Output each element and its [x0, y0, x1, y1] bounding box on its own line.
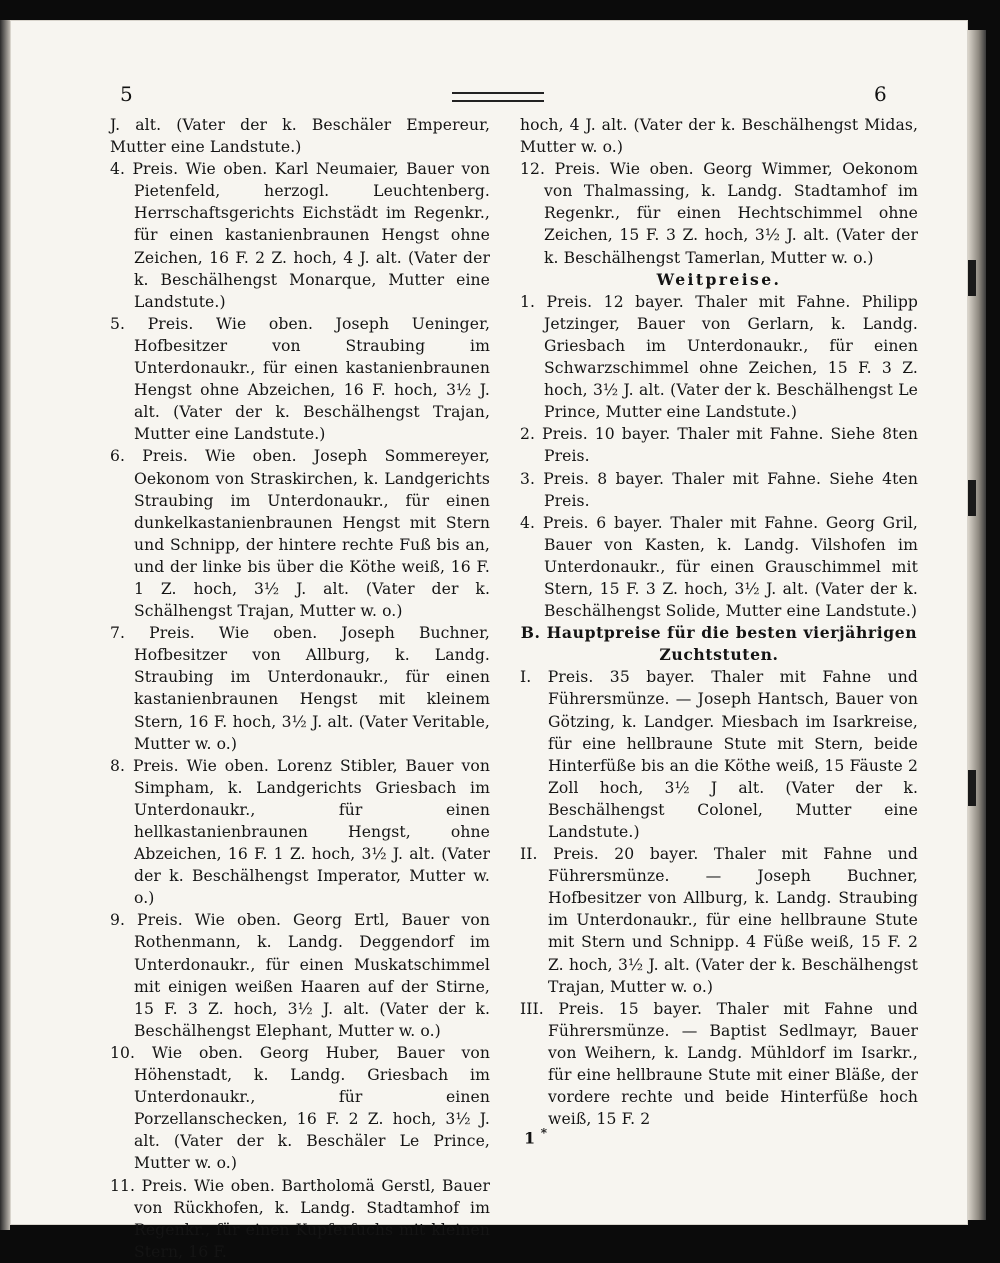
right-paragraph: I. Preis. 35 bayer. Thaler mit Fahne und Führersmünze. — Joseph Hantsch, Bauer von Götzing, k. Landger. Miesbach im Isarkreise, für eine hellbraune Stute mit Stern, beide Hinterfüße bis an die Köthe weiß, 15 Fäuste 2 Zoll hoch, 3½ J alt. (Vater der k. Beschälhengst Colonel, Mutter eine Landstute.) [520, 668, 918, 841]
left-text-column [110, 114, 490, 1263]
right-paragraph: Weitpreise. [656, 269, 782, 289]
right-paragraph: hoch, 4 J. alt. (Vater der k. Beschälhengst Midas, Mutter w. o.) [520, 116, 918, 157]
right-paragraph: 12. Preis. Wie oben. Georg Wimmer, Oekonom von Thalmassing, k. Landg. Stadtamhof im Regenkr., für einen Hechtschimmel ohne Zeichen, 15 F. 3 Z. hoch, 3½ J. alt. (Vater der k. Beschälhengst Tamerlan, Mutter w. o.) [520, 160, 918, 267]
right-paragraph: II. Preis. 20 bayer. Thaler mit Fahne und Führersmünze. — Joseph Buchner, Hofbesitzer von Allburg, k. Landg. Straubing im Unterdonaukr., für eine hellbraune Stute mit Stern und Schnipp. 4 Füße weiß, 15 F. 2 Z. hoch, 3½ J. alt. (Vater der k. Beschälhengst Trajan, Mutter w. o.) [520, 845, 918, 996]
right-page-edge [968, 30, 986, 1220]
right-paragraph: 1. Preis. 12 bayer. Thaler mit Fahne. Philipp Jetzinger, Bauer von Gerlarn, k. Landg. Griesbach im Unterdonaukr., für einen Schwarzschimmel ohne Zeichen, 15 F. 3 Z. hoch, 3½ J. alt. (Vater der k. Beschälhengst Le Prince, Mutter eine Landstute.) [520, 292, 918, 422]
header-rule [452, 92, 544, 102]
signature-mark [524, 1126, 547, 1147]
right-paragraph: III. Preis. 15 bayer. Thaler mit Fahne und Führersmünze. — Baptist Sedlmayr, Bauer von Weihern, k. Landg. Mühldorf im Isarkr., für eine hellbraune Stute mit einer Bläße, der vordere rechte und beide Hinterfüße hoch weiß, 15 F. 2 [520, 999, 918, 1129]
left-paragraph: 9. Preis. Wie oben. Georg Ertl, Bauer von Rothenmann, k. Landg. Deggendorf im Unterdonaukr., für einen Muskatschimmel mit einigen weißen Haaren auf der Stirne, 15 F. 3 Z. hoch, 3½ J. alt. (Vater der k. Beschälhengst Elephant, Mutter w. o.) [110, 911, 490, 1040]
left-paragraph: 4. Preis. Wie oben. Karl Neumaier, Bauer von Pietenfeld, herzogl. Leuchtenberg. Herrschaftsgerichts Eichstädt im Regenkr., für einen kastanienbraunen Hengst ohne Zeichen, 16 F. 2 Z. hoch, 4 J. alt. (Vater der k. Beschälhengst Monarque, Mutter eine Landstute.) [110, 160, 490, 311]
page-number-right: 6 [874, 82, 887, 106]
signature-star: * [540, 1126, 547, 1140]
left-paragraph: 7. Preis. Wie oben. Joseph Buchner, Hofbesitzer von Allburg, k. Landg. Straubing im Unterdonaukr., für einen kastanienbraunen Hengst mit kleinem Stern, 16 F. hoch, 3½ J. alt. (Vater Veritable, Mutter w. o.) [110, 624, 490, 753]
right-text-column [520, 114, 918, 1130]
left-paragraph: 11. Preis. Wie oben. Bartholomä Gerstl, Bauer von Rückhofen, k. Landg. Stadtamhof im Regenkr., für einen Kupferfuchs mit kleinen Stern, 16 F. [110, 1176, 490, 1261]
left-paragraph: 6. Preis. Wie oben. Joseph Sommereyer, Oekonom von Straskirchen, k. Landgerichts Straubing im Unterdonaukr., für einen dunkelkastanienbraunen Hengst mit Stern und Schnipp, der hintere rechte Fuß bis an, und der linke bis über die Köthe weiß, 16 F. 1 Z. hoch, 3½ J. alt. (Vater der k. Schälhengst Trajan, Mutter w. o.) [110, 447, 490, 621]
right-paragraph: 3. Preis. 8 bayer. Thaler mit Fahne. Siehe 4ten Preis. [520, 469, 918, 510]
left-paragraph: 8. Preis. Wie oben. Lorenz Stibler, Bauer von Simpham, k. Landgerichts Griesbach im Unterdonaukr., für einen hellkastanienbraunen Hengst, ohne Abzeichen, 16 F. 1 Z. hoch, 3½ J. alt. (Vater der k. Beschälhengst Imperator, Mutter w. o.) [110, 756, 490, 908]
left-page-edge [0, 20, 10, 1230]
right-paragraph: 2. Preis. 10 bayer. Thaler mit Fahne. Siehe 8ten Preis. [520, 425, 918, 466]
page-tab-mark [968, 480, 976, 516]
left-paragraph: 10. Wie oben. Georg Huber, Bauer von Höhenstadt, k. Landg. Griesbach im Unterdonaukr., für einen Porzellanschecken, 16 F. 2 Z. hoch, 3½ J. alt. (Vater der k. Beschäler Le Prince, Mutter w. o.) [110, 1043, 490, 1173]
page-tab-mark [968, 260, 976, 296]
left-paragraph: J. alt. (Vater der k. Beschäler Empereur, Mutter eine Landstute.) [110, 116, 490, 157]
right-paragraph: 4. Preis. 6 bayer. Thaler mit Fahne. Georg Gril, Bauer von Kasten, k. Landg. Vilshofen im Unterdonaukr., für einen Grauschimmel mit Stern, 15 F. 3 Z. hoch, 3½ J. alt. (Vater der k. Beschälhengst Solide, Mutter eine Landstute.) [520, 513, 918, 621]
right-paragraph: B. Hauptpreise für die besten vierjährigen Zuchtstuten. [520, 623, 918, 665]
page-tab-mark [968, 770, 976, 806]
left-paragraph: 5. Preis. Wie oben. Joseph Ueninger, Hofbesitzer von Straubing im Unterdonaukr., für einen kastanienbraunen Hengst ohne Abzeichen, 16 F. hoch, 3½ J. alt. (Vater der k. Beschälhengst Trajan, Mutter eine Landstute.) [110, 314, 490, 444]
page-number-left: 5 [120, 82, 133, 106]
signature-number: 1 [524, 1128, 536, 1148]
